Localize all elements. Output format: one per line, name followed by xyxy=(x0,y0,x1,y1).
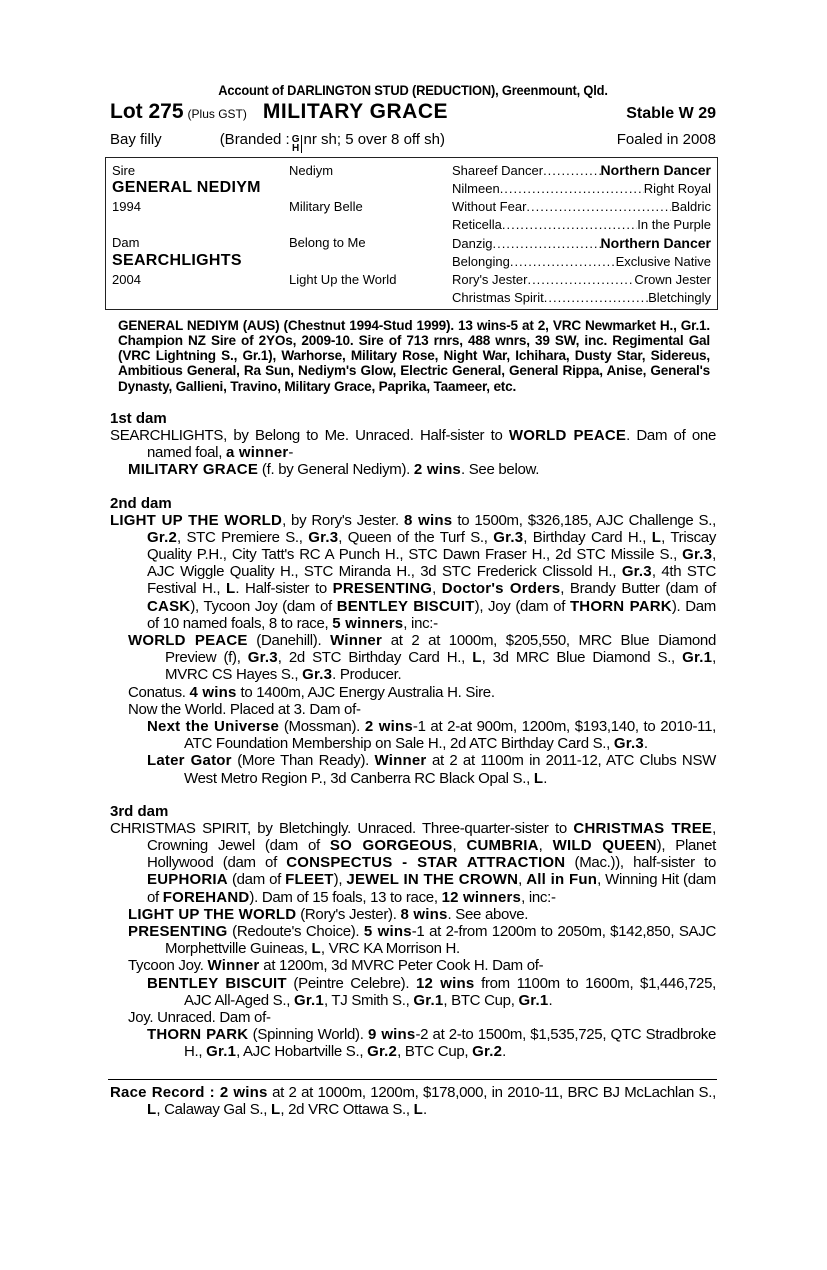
bold-text: Gr.1 xyxy=(682,649,713,667)
pedigree-grandparent xyxy=(452,181,711,196)
text: -2 at 2-to 1500m, $1,535,725, QTC Stradbroke H., xyxy=(184,1026,716,1061)
bold-text: Next the Universe xyxy=(147,718,280,736)
grandparent-name: Nilmeen xyxy=(452,180,500,196)
text: , 3d MRC Blue Diamond S., xyxy=(481,649,683,667)
pedigree-parent xyxy=(289,163,452,178)
section-heading: 1st dam xyxy=(110,409,167,427)
pedigree-parent xyxy=(289,199,452,214)
pedigree-row xyxy=(112,161,711,179)
text: , 4th STC Festival H., xyxy=(147,563,717,598)
divider xyxy=(108,1079,717,1080)
text: , xyxy=(452,837,467,855)
pedigree-paragraph xyxy=(147,975,716,1009)
catalogue-page xyxy=(110,82,716,1118)
bold-text: Later Gator xyxy=(147,752,232,770)
bold-text: L xyxy=(413,1100,424,1118)
pedigree-paragraph xyxy=(128,1009,716,1026)
pedigree-row xyxy=(112,288,711,306)
text: . xyxy=(423,1100,427,1118)
leader-dots xyxy=(544,290,648,305)
grandsire-name: Northern Dancer xyxy=(600,234,711,251)
vendor-account: Account of DARLINGTON STUD (REDUCTION), Greenmount, Qld. xyxy=(218,82,608,98)
bold-text: Gr.2 xyxy=(147,528,177,546)
pedigree-paragraph xyxy=(128,923,716,957)
brand-mark xyxy=(292,135,302,153)
bold-text: THORN PARK xyxy=(569,597,672,615)
bold-text: MILITARY GRACE xyxy=(128,461,259,479)
pedigree-horse xyxy=(112,252,289,270)
leader-dots xyxy=(510,254,616,269)
text: . Dam of one named foal, xyxy=(147,426,716,462)
text: , Calaway Gal S., xyxy=(156,1100,272,1118)
brand-info xyxy=(220,131,445,155)
bold-text: 9 wins xyxy=(367,1026,416,1044)
pedigree-parent-name: Belong to Me xyxy=(289,235,366,251)
text: , VRC KA Morrison H. xyxy=(320,940,460,958)
bold-text: Gr.2 xyxy=(472,1043,503,1061)
grandsire-name: Crown Jester xyxy=(634,271,711,287)
pedigree-grandparent xyxy=(452,254,711,269)
pedigree-paragraph xyxy=(128,461,716,478)
text: . xyxy=(543,769,548,787)
text: (Peintre Celebre). xyxy=(286,974,416,992)
grandparent-name: Reticella xyxy=(452,217,502,233)
pedigree-table xyxy=(105,157,718,310)
pedigree-row xyxy=(112,234,711,252)
text: ), Joy (dam of xyxy=(474,597,570,615)
bold-text: FLEET xyxy=(285,871,334,889)
pedigree-grandparent xyxy=(452,272,711,287)
text: , xyxy=(538,837,553,855)
grandsire-name: In the Purple xyxy=(637,217,711,233)
bold-text: Race Record : 2 wins xyxy=(110,1083,268,1101)
text: , 2d VRC Ottawa S., xyxy=(280,1100,414,1118)
leader-dots xyxy=(500,181,644,196)
text: -1 at 2-from 1200m to 2050m, $142,850, SAJC Morphettville Guineas, xyxy=(165,923,716,958)
pedigree-grandparent xyxy=(452,162,711,178)
leader-dots xyxy=(527,272,634,287)
text: . Producer. xyxy=(332,666,402,684)
text: , MVRC CS Hayes S., xyxy=(165,649,716,684)
section-heading: 3rd dam xyxy=(110,802,169,820)
brand-prefix: (Branded : xyxy=(219,131,290,148)
pedigree-horse xyxy=(112,199,289,214)
pedigree-row xyxy=(112,179,711,197)
bold-text: BENTLEY BISCUIT xyxy=(147,974,287,992)
text: , Queen of the Turf S., xyxy=(338,528,494,546)
bold-text: Gr.3 xyxy=(613,735,644,753)
bold-text: FOREHAND xyxy=(162,888,250,906)
bold-text: LIGHT UP THE WORLD xyxy=(110,511,283,529)
bold-text: CASK xyxy=(147,597,191,615)
pedigree-paragraph xyxy=(147,718,716,752)
pedigree-paragraph xyxy=(110,512,716,632)
bold-text: 8 wins xyxy=(403,511,453,529)
text: Conatus. xyxy=(128,683,190,701)
leader-dots xyxy=(543,163,600,178)
text: ). Dam of 10 named foals, 8 to race, xyxy=(147,597,716,632)
bold-text: LIGHT UP THE WORLD xyxy=(128,905,297,923)
text: -1 at 2-at 900m, 1200m, $193,140, to 2010-11, ATC Foundation Membership on Sale H., 2d ATC Birthday Card S., xyxy=(184,718,716,753)
text: , by Rory's Jester. xyxy=(282,511,404,529)
pedigree-horse xyxy=(112,235,289,250)
text: , BTC Cup, xyxy=(397,1043,473,1061)
text: (Mac.)), half-sister to xyxy=(565,854,716,872)
text: Now the World. Placed at 3. Dam of- xyxy=(128,700,361,718)
bold-text: L xyxy=(226,580,236,598)
bold-text: 2 wins xyxy=(364,718,413,736)
text: , Birthday Card H., xyxy=(523,528,652,546)
text: (Spinning World). xyxy=(248,1026,368,1044)
text: ). Dam of 15 foals, 13 to race, xyxy=(249,888,442,906)
text: , 2d STC Birthday Card H., xyxy=(277,649,473,667)
text: at 2 at 1000m, $205,550, MRC Blue Diamond Preview (f), xyxy=(165,632,717,667)
bold-text: Gr.1 xyxy=(518,991,549,1009)
bold-text: JEWEL IN THE CROWN xyxy=(346,871,519,889)
pedigree-horse-text: 2004 xyxy=(112,271,141,287)
bold-text: Gr.3 xyxy=(621,563,652,581)
pedigree-grandparent xyxy=(452,290,711,305)
bold-text: Winner xyxy=(374,752,427,770)
text: Tycoon Joy. xyxy=(128,957,208,975)
text: , Crowning Jewel (dam of xyxy=(147,819,716,855)
text: , inc:- xyxy=(521,888,556,906)
bold-text: CHRISTMAS TREE xyxy=(573,819,713,837)
bold-text: Gr.3 xyxy=(308,528,339,546)
bold-text: L xyxy=(311,940,321,958)
text: from 1100m to 1600m, $1,446,725, AJC All-Aged S., xyxy=(184,974,716,1009)
grandparent-name: Danzig xyxy=(452,235,493,251)
pedigree-parent-name: Light Up the World xyxy=(289,271,397,287)
bold-text: Winner xyxy=(330,632,383,650)
dam-sections xyxy=(110,410,716,1061)
text: . See below. xyxy=(460,461,540,479)
bold-text: WORLD PEACE xyxy=(508,426,627,444)
bold-text: Gr.1 xyxy=(206,1043,237,1061)
text: , inc:- xyxy=(403,614,438,632)
pedigree-parent xyxy=(289,235,452,250)
text: . xyxy=(643,735,648,753)
pedigree-parent-name: Nediym xyxy=(289,162,334,178)
bold-text: Gr.2 xyxy=(367,1043,398,1061)
bold-text: 12 winners xyxy=(441,888,522,906)
pedigree-horse-text: SEARCHLIGHTS xyxy=(112,252,242,270)
grandparent-name: Without Fear xyxy=(452,198,527,214)
pedigree-paragraph xyxy=(128,701,716,718)
bold-text: 12 wins xyxy=(415,974,475,992)
pedigree-paragraph xyxy=(128,957,716,974)
text: (f. by General Nediym). xyxy=(258,461,414,479)
leader-dots xyxy=(526,199,671,214)
pedigree-paragraph xyxy=(128,632,716,684)
text: , STC Premiere S., xyxy=(177,528,309,546)
text: to 1500m, $326,185, AJC Challenge S., xyxy=(452,511,716,529)
grandparent-name: Rory's Jester xyxy=(452,271,528,287)
text: (Mossman). xyxy=(279,718,365,736)
bold-text: PRESENTING xyxy=(128,923,228,941)
bold-text: Doctor's Orders xyxy=(441,580,561,598)
text: . xyxy=(502,1043,507,1061)
bold-text: WORLD PEACE xyxy=(128,632,248,650)
lot-number: Lot 275 xyxy=(110,100,184,123)
bold-text: L xyxy=(533,769,544,787)
grandparent-name: Belonging xyxy=(452,253,510,269)
foaled-year: Foaled in 2008 xyxy=(616,131,716,148)
text: at 1200m, 3d MVRC Peter Cook H. Dam of- xyxy=(259,957,544,975)
grandsire-name: Exclusive Native xyxy=(615,253,711,269)
text: - xyxy=(288,444,294,462)
text: . xyxy=(548,991,553,1009)
pedigree-row xyxy=(112,252,711,270)
lot-line xyxy=(110,100,716,125)
bold-text: BENTLEY BISCUIT xyxy=(336,597,475,615)
pedigree-row xyxy=(112,197,711,215)
text: CHRISTMAS SPIRIT, by Bletchingly. Unraced. Three-quarter-sister to xyxy=(110,819,574,837)
description-line xyxy=(110,131,716,154)
grandsire-name: Northern Dancer xyxy=(600,162,711,179)
stable-number: Stable W 29 xyxy=(626,105,716,122)
dam-section xyxy=(110,495,716,787)
text: , AJC Wiggle Quality H., STC Miranda H., 3d STC Frederick Clissold H., xyxy=(147,546,716,581)
text: ), xyxy=(333,871,347,889)
text: ), Tycoon Joy (dam of xyxy=(190,597,337,615)
text: , BTC Cup, xyxy=(443,991,519,1009)
text: . See above. xyxy=(447,905,529,923)
text: , xyxy=(518,871,527,889)
sire-summary: GENERAL NEDIYM (AUS) (Chestnut 1994-Stud 1999). 13 wins-5 at 2, VRC Newmarket H., Gr.1. Champion NZ Sire of 2YOs, 2009-10. Sire of 713 rnrs, 488 wnrs, 39 SW, inc. Regimental Gal (VRC Lightning S., Gr.1), Warhorse, Military Rose, Night War, Ichihara, Dusty Star, Sidereus, Ambitious General, Ra Sun, Nediym's Glow, Electric General, General Rippa, Anise, General's Dynasty, Gallieni, Travino, Military Grace, Paprika, Taameer, etc. xyxy=(118,317,710,394)
pedigree-grandparent xyxy=(452,199,711,214)
bold-text: Winner xyxy=(207,957,260,975)
bold-text: L xyxy=(271,1100,281,1118)
pedigree-horse-text: Dam xyxy=(112,235,140,251)
text: (dam of xyxy=(227,871,286,889)
bold-text: SO GORGEOUS xyxy=(329,837,453,855)
pedigree-paragraph xyxy=(147,752,716,786)
bold-text: Gr.3 xyxy=(682,546,713,563)
bold-text: 5 wins xyxy=(363,923,412,941)
bold-text: Gr.3 xyxy=(493,528,524,546)
text: , AJC Hobartville S., xyxy=(236,1043,368,1061)
pedigree-row xyxy=(112,216,711,234)
bold-text: Gr.3 xyxy=(247,649,278,667)
pedigree-paragraph xyxy=(128,906,716,923)
bold-text: a winner xyxy=(225,444,289,462)
bold-text: WILD QUEEN xyxy=(552,837,657,855)
grandsire-name: Bletchingly xyxy=(648,289,711,305)
bold-text: EUPHORIA xyxy=(147,871,228,889)
bold-text: Gr.1 xyxy=(413,991,444,1009)
pedigree-horse xyxy=(112,163,289,178)
pedigree-paragraph xyxy=(128,684,716,701)
bold-text: L xyxy=(651,528,662,546)
pedigree-paragraph xyxy=(147,1026,716,1060)
text: , Brandy Butter (dam of xyxy=(560,580,716,598)
pedigree-grandparent xyxy=(452,235,711,251)
text: , TJ Smith S., xyxy=(323,991,414,1009)
text: , Winning Hit (dam of xyxy=(147,871,716,906)
bold-text: PRESENTING xyxy=(332,580,433,598)
pedigree-parent xyxy=(289,272,452,287)
text: at 2 at 1000m, 1200m, $178,000, in 2010-11, BRC BJ McLachlan S., xyxy=(267,1083,717,1101)
text: (Danehill). xyxy=(247,632,331,650)
text: at 2 at 1100m in 2011-12, ATC Clubs NSW West Metro Region P., 3d Canberra RC Black Opal S., xyxy=(184,752,717,787)
grandsire-name: Baldric xyxy=(671,198,711,214)
brand-bottom: H xyxy=(292,143,300,154)
race-record xyxy=(110,1084,716,1118)
text: Joy. Unraced. Dam of- xyxy=(128,1009,271,1027)
leader-dots xyxy=(502,217,637,232)
text: ), Planet Hollywood (dam of xyxy=(147,837,716,872)
pedigree-horse-text: GENERAL NEDIYM xyxy=(112,179,261,197)
bold-text: Gr.1 xyxy=(293,991,324,1009)
text: to 1400m, AJC Energy Australia H. Sire. xyxy=(236,683,495,701)
bold-text: 8 wins xyxy=(400,905,448,923)
grandparent-name: Christmas Spirit xyxy=(452,289,544,305)
text: (More Than Ready). xyxy=(231,752,375,770)
bold-text: 4 wins xyxy=(189,683,237,701)
pedigree-horse xyxy=(112,179,289,197)
dam-section xyxy=(110,410,716,479)
bold-text: CUMBRIA xyxy=(466,837,539,855)
grandparent-name: Shareef Dancer xyxy=(452,163,544,179)
text: (Redoute's Choice). xyxy=(227,923,364,941)
brand-suffix: nr sh; 5 over 8 off sh) xyxy=(303,131,445,148)
text: , xyxy=(432,580,442,598)
section-heading: 2nd dam xyxy=(110,494,172,512)
bold-text: L xyxy=(472,649,482,667)
pedigree-paragraph xyxy=(110,820,716,906)
brand-top: G xyxy=(291,134,300,145)
pedigree-row xyxy=(112,270,711,288)
horse-name: MILITARY GRACE xyxy=(262,100,448,123)
pedigree-horse xyxy=(112,272,289,287)
dam-section xyxy=(110,803,716,1061)
pedigree-parent-name: Military Belle xyxy=(289,198,363,214)
bold-text: All in Fun xyxy=(526,871,598,889)
pedigree-paragraph xyxy=(110,427,716,461)
bold-text: 2 wins xyxy=(413,461,461,479)
colour-sex: Bay filly xyxy=(110,131,162,148)
pedigree-grandparent xyxy=(452,217,711,232)
grandsire-name: Right Royal xyxy=(643,180,711,196)
pedigree-horse-text: Sire xyxy=(112,162,136,178)
bold-text: L xyxy=(147,1100,157,1118)
pedigree-paragraph xyxy=(110,1084,716,1118)
bold-text: THORN PARK xyxy=(147,1026,249,1044)
pedigree-horse-text: 1994 xyxy=(112,198,141,214)
leader-dots xyxy=(492,236,600,251)
gst-note: (Plus GST) xyxy=(187,107,247,121)
bold-text: Gr.3 xyxy=(302,666,333,684)
text: (Rory's Jester). xyxy=(296,905,401,923)
text: SEARCHLIGHTS, by Belong to Me. Unraced. Half-sister to xyxy=(110,426,509,444)
text: . Half-sister to xyxy=(235,580,333,598)
bold-text: CONSPECTUS - STAR ATTRACTION xyxy=(286,854,566,872)
bold-text: 5 winners xyxy=(332,614,404,632)
text: , Triscay Quality P.H., City Tatt's RC A Punch H., STC Dawn Fraser H., 2d STC Missile S., xyxy=(147,528,717,563)
